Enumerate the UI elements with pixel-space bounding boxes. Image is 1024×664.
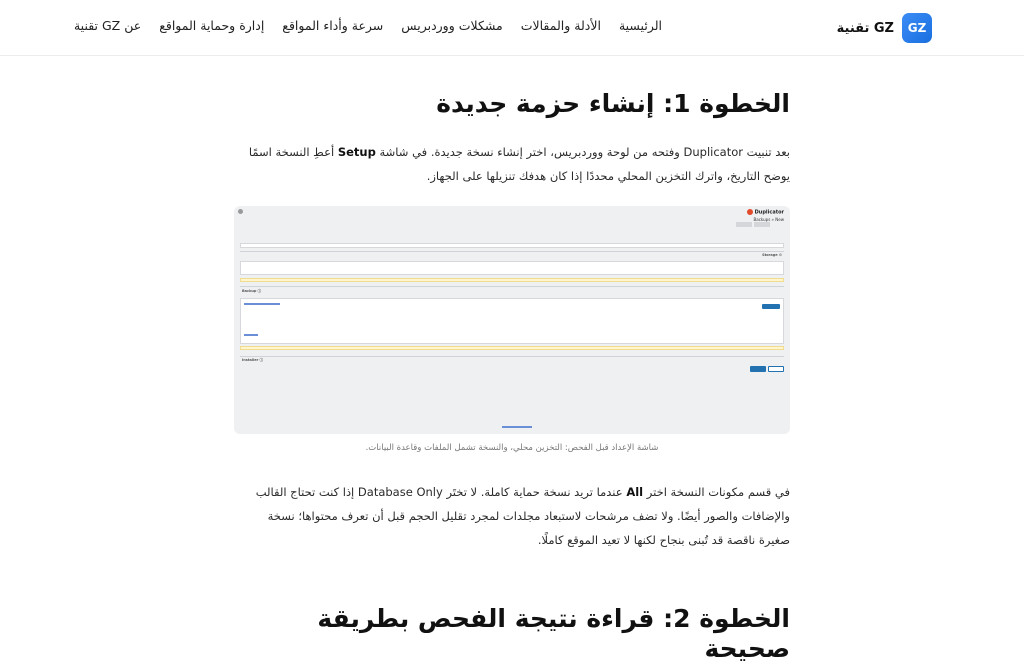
para2-all-strong: All	[626, 485, 644, 499]
screenshot-backup-panel	[240, 298, 784, 344]
screenshot-divider	[240, 356, 784, 357]
nav-item-wordpress-problems[interactable]: مشكلات ووردبريس	[401, 18, 503, 33]
step1-heading: الخطوة 1: إنشاء حزمة جديدة	[436, 89, 790, 118]
brand-logo-icon: GZ	[902, 13, 932, 43]
step2-heading: الخطوة 2: قراءة نتيجة الفحص بطريقة صحيحة	[317, 604, 790, 663]
para1-setup-strong: Setup	[337, 145, 376, 159]
step1-components-paragraph	[234, 480, 790, 552]
duplicator-logo-icon	[747, 209, 753, 215]
nav-item-speed[interactable]: سرعة وأداء المواقع	[282, 18, 384, 33]
para1-text-b: أعطِ النسخة اسمًا يوضح التاريخ، واترك التخزين المحلي محددًا إذا كان هدفك تنزيلها على الجهاز.	[248, 145, 790, 183]
screenshot-storage-panel	[240, 261, 784, 275]
screenshot-help-icon	[238, 209, 243, 214]
screenshot-link	[244, 334, 258, 336]
screenshot-divider	[240, 286, 784, 287]
screenshot-notice	[240, 278, 784, 282]
screenshot-next-button	[750, 366, 766, 372]
para2-text-b: عندما تريد نسخة حماية كاملة. لا تختَر Database Only إذا كنت تحتاج القالب والإضافات والصور أيضًا. ولا تضف مرشحات لاستبعاد مجلدات لمجرد تقليل الحجم قبل أن تعرف محتواها؛ نسخة صغيرة ناقصة قد تُبنى بنجاح لكنها لا تعيد الموقع كاملًا.	[255, 485, 790, 547]
screenshot-logo-text: Duplicator	[754, 209, 784, 216]
screenshot-storage-label: Storage ⚙	[762, 253, 782, 257]
screenshot-link	[244, 303, 280, 305]
screenshot-footer-links	[502, 426, 532, 428]
para1-text-a: بعد تنبيت Duplicator وفتحه من لوحة ووردبريس، اختر إنشاء نسخة جديدة. في شاشة	[375, 145, 790, 159]
nav-item-management[interactable]: إدارة وحماية المواقع	[159, 18, 265, 33]
screenshot-logo	[747, 209, 784, 216]
step1-paragraph	[234, 140, 790, 188]
screenshot-subtitle: Backups » New	[753, 217, 784, 222]
screenshot-installer-label: Installer ⓘ	[242, 358, 264, 362]
screenshot-tab	[736, 222, 752, 227]
screenshot-all-button	[762, 304, 780, 309]
nav-item-guides[interactable]: الأدلة والمقالات	[520, 18, 601, 33]
screenshot-backup-label: Backup ⓘ	[242, 289, 262, 293]
figure-caption: شاشة الإعداد قبل الفحص: التخزين محلي، والنسخة تشمل الملفات وقاعدة البيانات.	[365, 443, 659, 453]
brand-name: GZ تقنية	[836, 20, 894, 36]
screenshot-name-field	[240, 243, 784, 248]
screenshot-tabs	[736, 222, 770, 227]
para2-text-a: في قسم مكونات النسخة اختر	[643, 485, 790, 499]
screenshot-divider	[240, 251, 784, 252]
nav-item-home[interactable]: الرئيسية	[618, 18, 662, 33]
site-header	[0, 0, 1024, 56]
duplicator-screenshot	[234, 206, 790, 434]
screenshot-tab	[754, 222, 770, 227]
main-nav	[74, 18, 662, 33]
screenshot-notice	[240, 346, 784, 350]
nav-item-about[interactable]: عن GZ تقنية	[73, 18, 142, 33]
screenshot-content	[234, 206, 790, 434]
screenshot-reset-button	[768, 366, 784, 372]
brand-link[interactable]	[837, 13, 932, 43]
